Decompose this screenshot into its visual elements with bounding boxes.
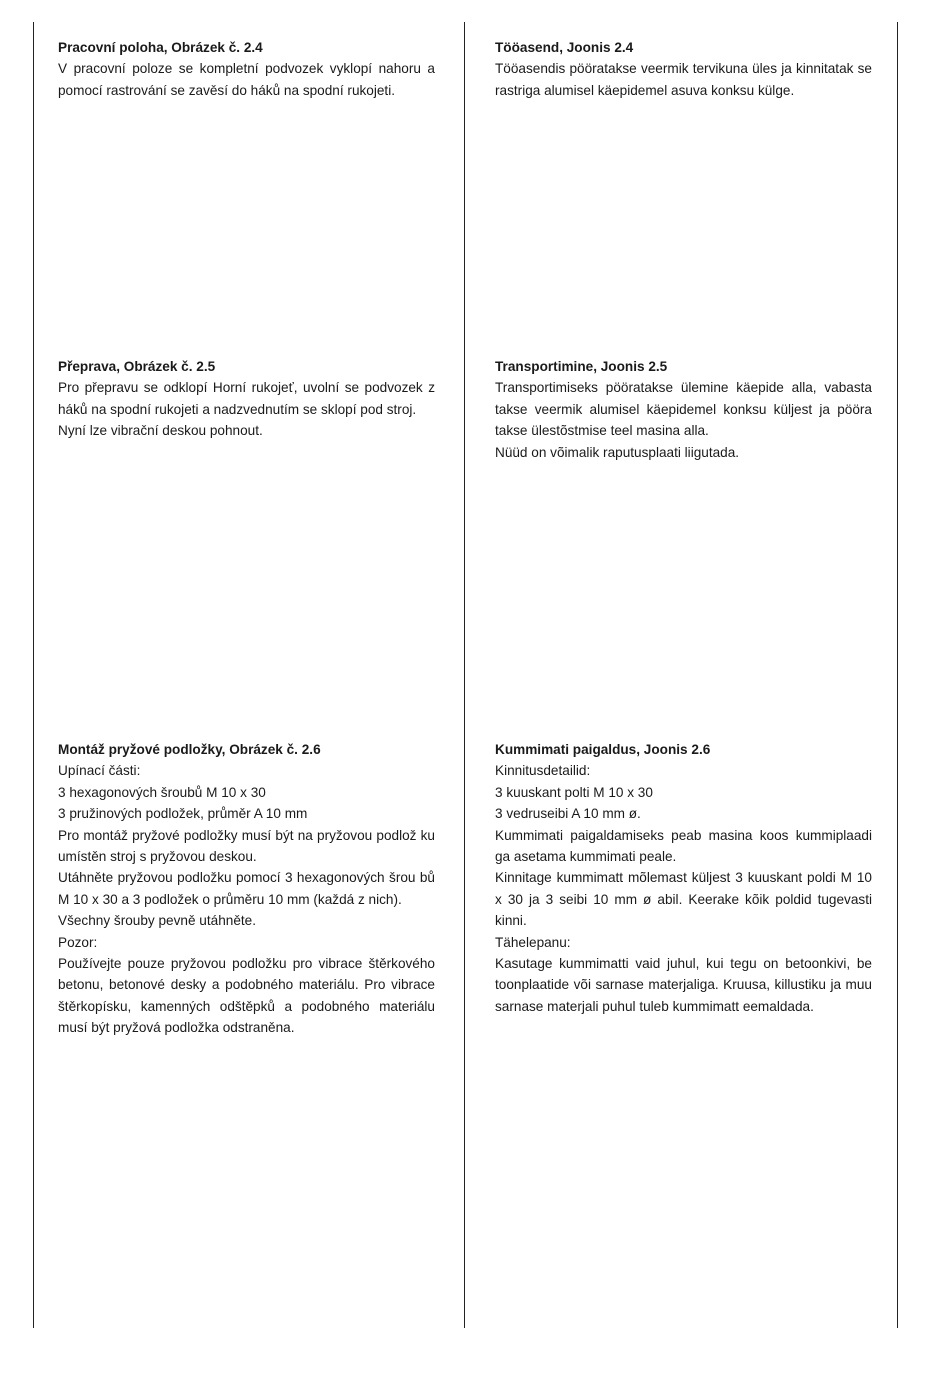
- paragraph: 3 vedruseibi A 10 mm ø.: [495, 806, 641, 822]
- section-rubber-mat-cz: [58, 739, 435, 1039]
- paragraph: Kinnitusdetailid:: [495, 763, 591, 779]
- paragraph: 3 hexagonových šroubů M 10 x 30: [58, 784, 266, 800]
- section-working-position-et: [495, 37, 872, 101]
- section-working-position-cz: [58, 37, 435, 101]
- paragraph: Pro přepravu se odklopí Horní rukojeť, uvolní se podvozek z háků na spodní rukojeti a nadzvednutím se sklopí pod stroj.: [58, 380, 435, 417]
- paragraph: Kummimati paigaldamiseks peab masina koos kummiplaadi ga asetama kummimati peale.: [495, 827, 872, 865]
- paragraph: Pozor:: [58, 934, 98, 950]
- paragraph: Nyní lze vibrační deskou pohnout.: [58, 423, 263, 439]
- section-transport-cz: [58, 356, 435, 442]
- paragraph: Tööasendis pööratakse veermik tervikuna üles ja kinnitatak se rastriga alumisel käepidemel asuva konksu külge.: [495, 61, 872, 98]
- paragraph: Utáhněte pryžovou podložku pomocí 3 hexagonových šrou bů M 10 x 30 a 3 podložek o průměru 10 mm (každá z nich).: [58, 870, 435, 907]
- section-heading: Přeprava, Obrázek č. 2.5: [58, 359, 216, 374]
- paragraph: 3 pružinových podložek, průměr A 10 mm: [58, 806, 308, 822]
- paragraph: Pro montáž pryžové podložky musí být na pryžovou podlož ku umístěn stroj s pryžovou deskou.: [58, 827, 435, 865]
- paragraph: Tähelepanu:: [495, 934, 571, 950]
- section-heading: Kummimati paigaldus, Joonis 2.6: [495, 742, 711, 757]
- column-divider-left: [33, 22, 34, 1328]
- paragraph: Všechny šrouby pevně utáhněte.: [58, 913, 256, 929]
- paragraph: Upínací části:: [58, 763, 141, 779]
- column-divider-middle: [464, 22, 465, 1328]
- paragraph: Nüüd on võimalik raputusplaati liigutada.: [495, 444, 740, 460]
- section-heading: Tööasend, Joonis 2.4: [495, 40, 634, 55]
- section-transport-et: [495, 356, 872, 463]
- paragraph: 3 kuuskant polti M 10 x 30: [495, 784, 653, 800]
- paragraph: Kinnitage kummimatt mõlemast küljest 3 kuuskant poldi M 10 x 30 ja 3 seibi 10 mm ø abil. Keerake kõik poldid tugevasti kinni.: [495, 870, 872, 929]
- section-rubber-mat-et: [495, 739, 872, 1017]
- paragraph: Používejte pouze pryžovou podložku pro vibrace štěrkového betonu, betonové desky a podobného materiálu. Pro vibrace štěrkopísku, kamenných odštěpků a podobného materiálu musí být pryžová podložka odstraněna.: [58, 956, 435, 1036]
- paragraph: V pracovní poloze se kompletní podvozek vyklopí nahoru a pomocí rastrování se zavěsí do háků na spodní rukojeti.: [58, 61, 435, 98]
- column-divider-right: [897, 22, 898, 1328]
- paragraph: Kasutage kummimatti vaid juhul, kui tegu on betoonkivi, be toonplaatide või sarnase materjaliga. Kruusa, killustiku ja muu sarnase materjali puhul tuleb kummimatt eemaldada.: [495, 956, 872, 1014]
- paragraph: Transportimiseks pööratakse ülemine käepide alla, vabasta takse veermik alumisel käepidemel konksu küljest ja pööra takse ülestõstmise teel masina alla.: [495, 380, 872, 439]
- section-heading: Transportimine, Joonis 2.5: [495, 359, 668, 374]
- section-heading: Pracovní poloha, Obrázek č. 2.4: [58, 40, 263, 55]
- section-heading: Montáž pryžové podložky, Obrázek č. 2.6: [58, 742, 321, 757]
